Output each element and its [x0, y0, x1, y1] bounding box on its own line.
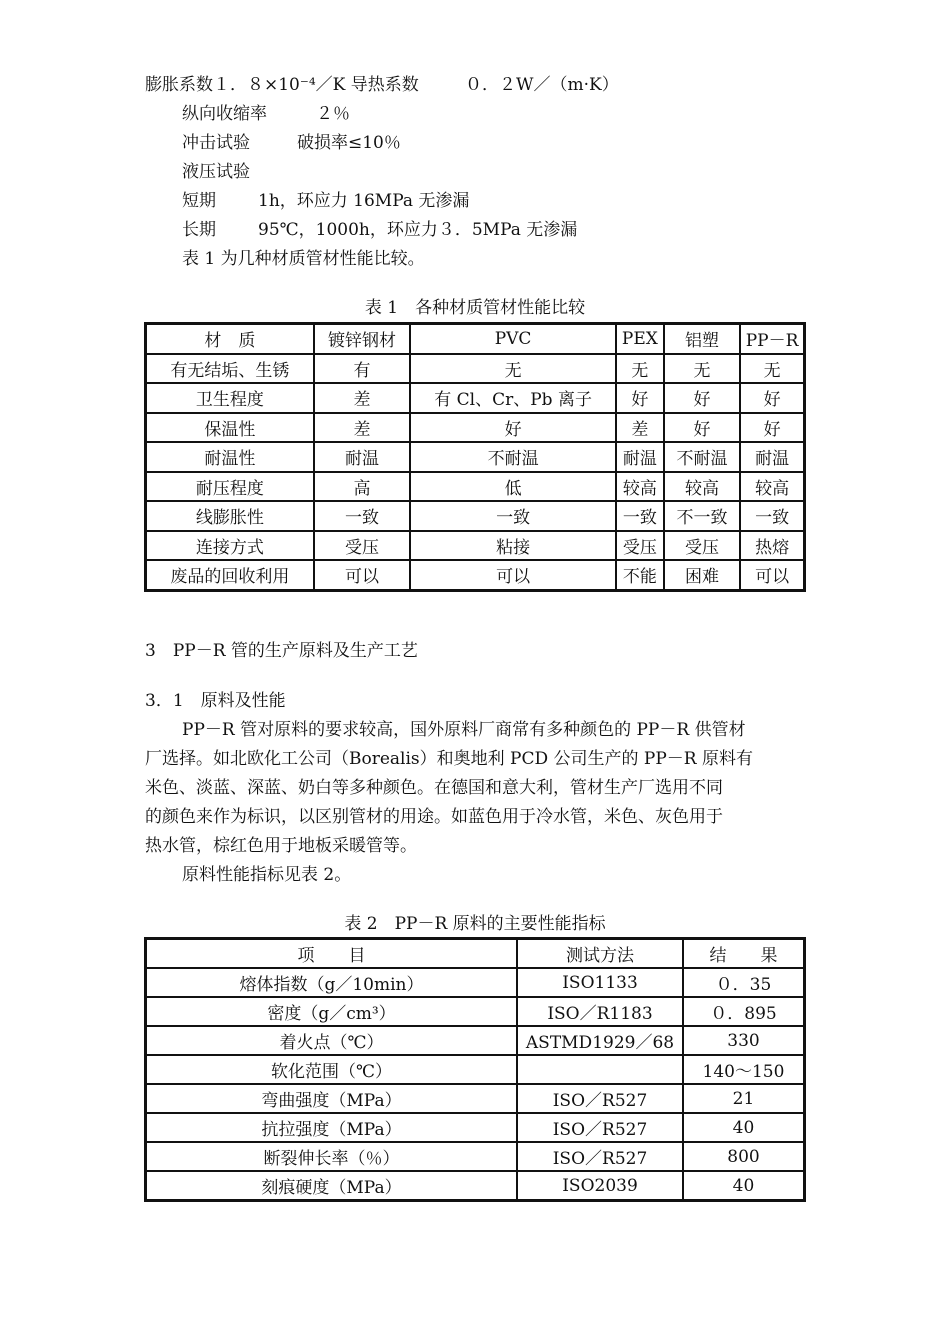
table1-cell: 受压 — [314, 531, 410, 561]
table2-cell: 软化范围（℃） — [146, 1055, 517, 1084]
table1-cell: 好 — [664, 413, 740, 443]
table1-cell: 好 — [616, 383, 664, 413]
table1-header-cell: PEX — [616, 324, 664, 354]
table2-header-cell: 测试方法 — [517, 939, 683, 968]
table2-cell: 800 — [683, 1142, 804, 1171]
paragraph-line: 厂选择。如北欧化工公司（Borealis）和奥地利 PCD 公司生产的 PP－R 原料有 — [145, 749, 754, 769]
short-term-value: 1h，环应力 16MPa 无渗漏 — [258, 191, 470, 211]
table1-cell: 受压 — [616, 531, 664, 561]
table2-cell: 熔体指数（g／10min） — [146, 968, 517, 997]
table1-cell: 受压 — [664, 531, 740, 561]
long-term-value: 95℃，1000h，环应力３．5MPa 无渗漏 — [258, 220, 578, 240]
table1-header-cell: PP－R — [740, 324, 804, 354]
table2-header-row — [146, 939, 804, 968]
short-term-label: 短期 — [182, 191, 216, 211]
table2-header-cell: 项 目 — [146, 939, 517, 968]
table1-row — [146, 413, 804, 443]
table1-cell: 无 — [410, 354, 616, 384]
table1-header-cell: 材 质 — [146, 324, 314, 354]
table1-row — [146, 383, 804, 413]
table1-cell: 好 — [410, 413, 616, 443]
table2-cell: 刻痕硬度（MPa） — [146, 1171, 517, 1200]
subsection-heading: 3．1 原料及性能 — [145, 691, 286, 711]
table1-cell: 一致 — [616, 501, 664, 531]
table1-row — [146, 560, 804, 590]
impact-label: 冲击试验 — [182, 133, 250, 153]
table1-row — [146, 531, 804, 561]
table1-cell: 差 — [314, 413, 410, 443]
table1-cell: 废品的回收利用 — [146, 560, 314, 590]
table1-cell: 不耐温 — [664, 442, 740, 472]
material-comparison-table — [144, 322, 806, 592]
table1-cell: 较高 — [616, 472, 664, 502]
table1-cell: 不一致 — [664, 501, 740, 531]
table2-cell — [517, 1055, 683, 1084]
table1-cell: 卫生程度 — [146, 383, 314, 413]
raw-material-properties-table — [144, 937, 806, 1202]
table2-header-cell: 结 果 — [683, 939, 804, 968]
table1-cell: 保温性 — [146, 413, 314, 443]
table1-header-cell: PVC — [410, 324, 616, 354]
table1-cell: 一致 — [410, 501, 616, 531]
table2-cell: 40 — [683, 1171, 804, 1200]
table2-cell: 断裂伸长率（％） — [146, 1142, 517, 1171]
table1-cell: 不耐温 — [410, 442, 616, 472]
table1-cell: 高 — [314, 472, 410, 502]
table1-cell: 耐温性 — [146, 442, 314, 472]
conductivity-value: ０．２W／（m·K） — [465, 75, 619, 95]
table1-row — [146, 501, 804, 531]
table1-row — [146, 354, 804, 384]
table2-cell: ASTMD1929／68 — [517, 1026, 683, 1055]
table2-cell: ISO／R527 — [517, 1142, 683, 1171]
table2-cell: 着火点（℃） — [146, 1026, 517, 1055]
table2-cell: 密度（g／cm³） — [146, 997, 517, 1026]
table1-cell: 差 — [314, 383, 410, 413]
impact-value: 破损率≤10％ — [297, 133, 401, 153]
table1-cell: 有 — [314, 354, 410, 384]
table1-cell: 线膨胀性 — [146, 501, 314, 531]
expansion-text: 膨胀系数１．８×10⁻⁴／K 导热系数 — [145, 75, 419, 95]
table1-cell: 可以 — [410, 560, 616, 590]
table1-cell: 不能 — [616, 560, 664, 590]
table1-cell: 低 — [410, 472, 616, 502]
expansion-coefficient-line — [145, 74, 419, 96]
table2-cell: 330 — [683, 1026, 804, 1055]
section-heading: 3 PP－R 管的生产原料及生产工艺 — [145, 641, 418, 661]
table2-caption: 表 2 PP－R 原料的主要性能指标 — [344, 914, 606, 934]
table1-caption: 表 1 各种材质管材性能比较 — [364, 298, 586, 318]
table1-cell: 一致 — [314, 501, 410, 531]
paragraph-line: 热水管，棕红色用于地板采暖管等。 — [145, 836, 417, 856]
table1-cell: 无 — [740, 354, 804, 384]
shrink-value: ２％ — [316, 104, 350, 124]
table2-cell: 21 — [683, 1084, 804, 1113]
table1-cell: 较高 — [664, 472, 740, 502]
table1-cell: 有 Cl、Cr、Pb 离子 — [410, 383, 616, 413]
table1-cell: 好 — [740, 383, 804, 413]
table2-row — [146, 1055, 804, 1084]
table1-cell: 热熔 — [740, 531, 804, 561]
table2-cell: ISO2039 — [517, 1171, 683, 1200]
table2-cell: 40 — [683, 1113, 804, 1142]
table1-cell: 耐压程度 — [146, 472, 314, 502]
table2-cell: 140～150 — [683, 1055, 804, 1084]
table2-cell: 弯曲强度（MPa） — [146, 1084, 517, 1113]
table1-cell: 好 — [740, 413, 804, 443]
table1-cell: 有无结垢、生锈 — [146, 354, 314, 384]
table2-row — [146, 1142, 804, 1171]
table2-row — [146, 1171, 804, 1200]
table1-cell: 困难 — [664, 560, 740, 590]
table1-cell: 连接方式 — [146, 531, 314, 561]
table1-cell: 一致 — [740, 501, 804, 531]
paragraph-line: 的颜色来作为标识，以区别管材的用途。如蓝色用于冷水管，米色、灰色用于 — [145, 807, 723, 827]
table1-cell: 耐温 — [616, 442, 664, 472]
long-term-label: 长期 — [182, 220, 216, 240]
table2-row — [146, 1084, 804, 1113]
table1-cell: 耐温 — [314, 442, 410, 472]
table1-cell: 好 — [664, 383, 740, 413]
table1-row — [146, 472, 804, 502]
table2-row — [146, 1026, 804, 1055]
table1-cell: 无 — [664, 354, 740, 384]
table1-row — [146, 442, 804, 472]
table1-cell: 较高 — [740, 472, 804, 502]
table1-cell: 差 — [616, 413, 664, 443]
table2-row — [146, 997, 804, 1026]
table2-cell: ISO／R527 — [517, 1084, 683, 1113]
hydraulic-label: 液压试验 — [182, 162, 250, 182]
table1-cell: 粘接 — [410, 531, 616, 561]
table2-cell: ０．35 — [683, 968, 804, 997]
table1-cell: 无 — [616, 354, 664, 384]
shrink-label: 纵向收缩率 — [182, 104, 267, 124]
table2-cell: 抗拉强度（MPa） — [146, 1113, 517, 1142]
table2-cell: ISO1133 — [517, 968, 683, 997]
table1-cell: 耐温 — [740, 442, 804, 472]
table2-row — [146, 1113, 804, 1142]
table2-row — [146, 968, 804, 997]
table1-cell: 可以 — [314, 560, 410, 590]
table2-cell: ISO／R527 — [517, 1113, 683, 1142]
table2-intro: 原料性能指标见表 2。 — [182, 865, 352, 885]
table1-intro: 表 1 为几种材质管材性能比较。 — [182, 249, 425, 269]
table2-cell: ０．895 — [683, 997, 804, 1026]
paragraph-line: PP－R 管对原料的要求较高，国外原料厂商常有多种颜色的 PP－R 供管材 — [182, 720, 746, 740]
paragraph-line: 米色、淡蓝、深蓝、奶白等多种颜色。在德国和意大利，管材生产厂选用不同 — [145, 778, 723, 798]
table1-cell: 可以 — [740, 560, 804, 590]
table1-header-cell: 铝塑 — [664, 324, 740, 354]
table1-header-row — [146, 324, 804, 354]
table2-cell: ISO／R1183 — [517, 997, 683, 1026]
table1-header-cell: 镀锌钢材 — [314, 324, 410, 354]
